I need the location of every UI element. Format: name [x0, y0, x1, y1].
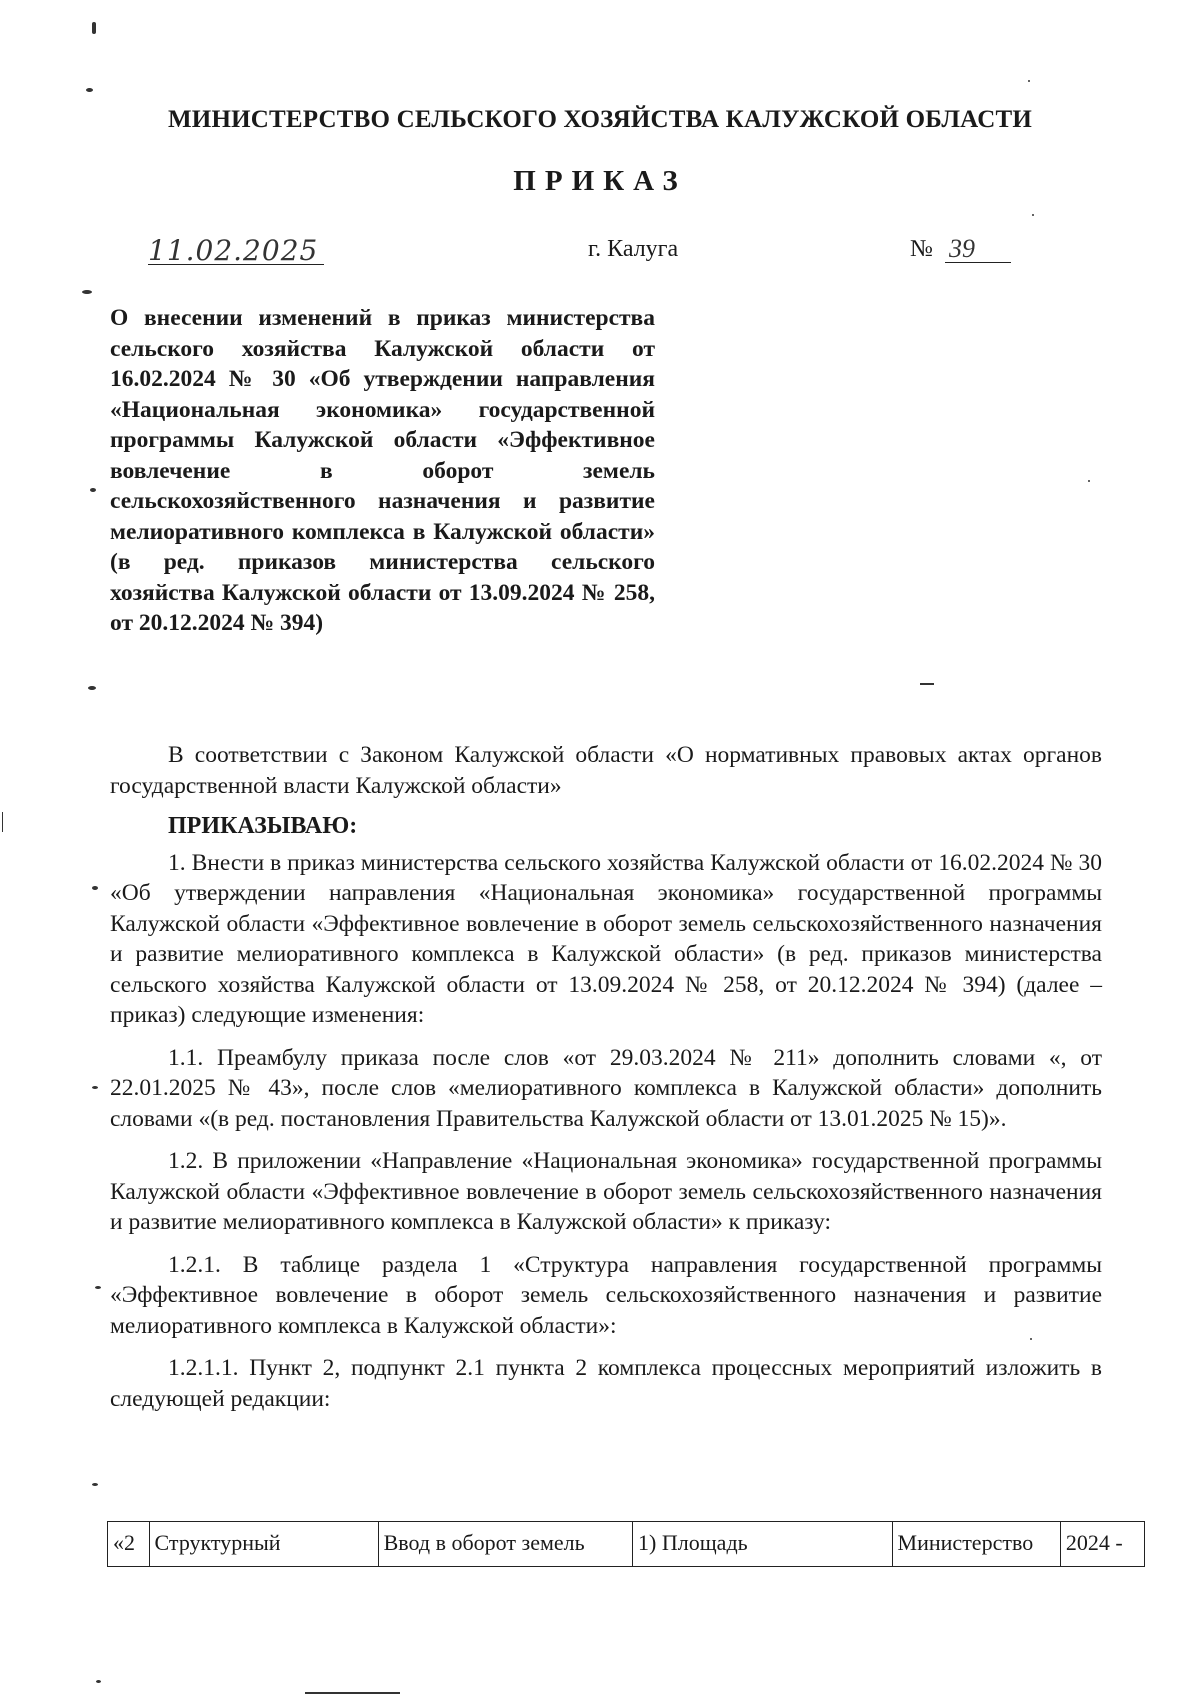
scan-speck: [90, 488, 96, 492]
document-type: ПРИКАЗ: [513, 165, 687, 197]
scan-speck: [1030, 1338, 1032, 1340]
table-row: [108, 1522, 1145, 1567]
decree-word: ПРИКАЗЫВАЮ:: [168, 813, 358, 839]
scan-speck: [92, 1086, 98, 1089]
order-number-sign: №: [910, 236, 933, 262]
scan-speck: [86, 88, 93, 92]
clause-1-2: 1.2. В приложении «Направление «Национальная экономика» государственной программы Калужской области «Эффективное вовлечение в оборот земель сельскохозяйственного назначения и развитие мелиоративного комплекса в Калужской области» к приказу:: [110, 1148, 1102, 1235]
table-cell-task: Ввод в оборот земель: [378, 1522, 632, 1567]
scan-speck: [82, 290, 92, 294]
scan-speck: [96, 1680, 101, 1683]
scan-speck: [92, 886, 98, 890]
scan-speck: [305, 1692, 400, 1694]
scan-speck: [88, 686, 96, 690]
order-subject: О внесении изменений в приказ министерства сельского хозяйства Калужской области от 16.02.2024 № 30 «Об утверждении направления «Национальная экономика» государственной программы Калужской области «Эффективное вовлечение в оборот земель сельскохозяйственного назначения и развитие мелиоративного комплекса в Калужской области» (в ред. приказов министерства сельского хозяйства Калужской области от 13.09.2024 № 258, от 20.12.2024 № 394): [110, 305, 655, 636]
table-cell-type: Структурный: [149, 1522, 378, 1567]
clause-1-2-1: 1.2.1. В таблице раздела 1 «Структура направления государственной программы «Эффективное вовлечение в оборот земель сельскохозяйственного назначения и развитие мелиоративного комплекса в Калужской области»:: [110, 1251, 1102, 1339]
clause-1-1: 1.1. Преамбулу приказа после слов «от 29.03.2024 № 211» дополнить словами «, от 22.01.2025 № 43», после слов «мелиоративного комплекса в Калужской области» дополнить словами «(в ред. постановления Правительства Калужской области от 13.01.2025 № 15)».: [110, 1044, 1102, 1132]
table-cell-index: «2: [108, 1522, 150, 1567]
table-cell-responsible: Министерство: [892, 1522, 1060, 1567]
clause-1: 1. Внести в приказ министерства сельского хозяйства Калужской области от 16.02.2024 № 30 «Об утверждении направления «Национальная экономика» государственной программы Калужской области «Эффективное вовлечение в оборот земель сельскохозяйственного назначения и развитие мелиоративного комплекса в Калужской области» (в ред. приказов министерства сельского хозяйства Калужской области от 13.09.2024 № 258, от 20.12.2024 № 394) (далее – приказ) следующие изменения:: [110, 849, 1102, 1028]
preamble: В соответствии с Законом Калужской области «О нормативных правовых актах органов государственной власти Калужской области»: [110, 742, 1102, 799]
table-cell-period: 2024 -: [1060, 1522, 1144, 1567]
order-body: [110, 740, 1102, 1414]
structure-table: [107, 1521, 1145, 1567]
clause-1-2-1-1: 1.2.1.1. Пункт 2, подпункт 2.1 пункта 2 комплекса процессных мероприятий изложить в следующей редакции:: [110, 1355, 1102, 1412]
ministry-name: МИНИСТЕРСТВО СЕЛЬСКОГО ХОЗЯЙСТВА КАЛУЖСКОЙ ОБЛАСТИ: [168, 106, 1032, 133]
scan-speck: [92, 1483, 98, 1486]
table-cell-indicator: 1) Площадь: [633, 1522, 893, 1567]
order-date: 11.02.2025: [148, 238, 324, 265]
scan-speck: [1028, 80, 1030, 82]
scan-speck: [2, 812, 3, 832]
scan-speck: [1032, 214, 1034, 216]
order-number: 39: [945, 236, 1011, 263]
order-city: г. Калуга: [588, 236, 679, 262]
scan-speck: [920, 683, 934, 685]
scan-speck: [1088, 480, 1090, 482]
scan-speck: [95, 1286, 101, 1289]
scan-speck: [92, 22, 96, 34]
